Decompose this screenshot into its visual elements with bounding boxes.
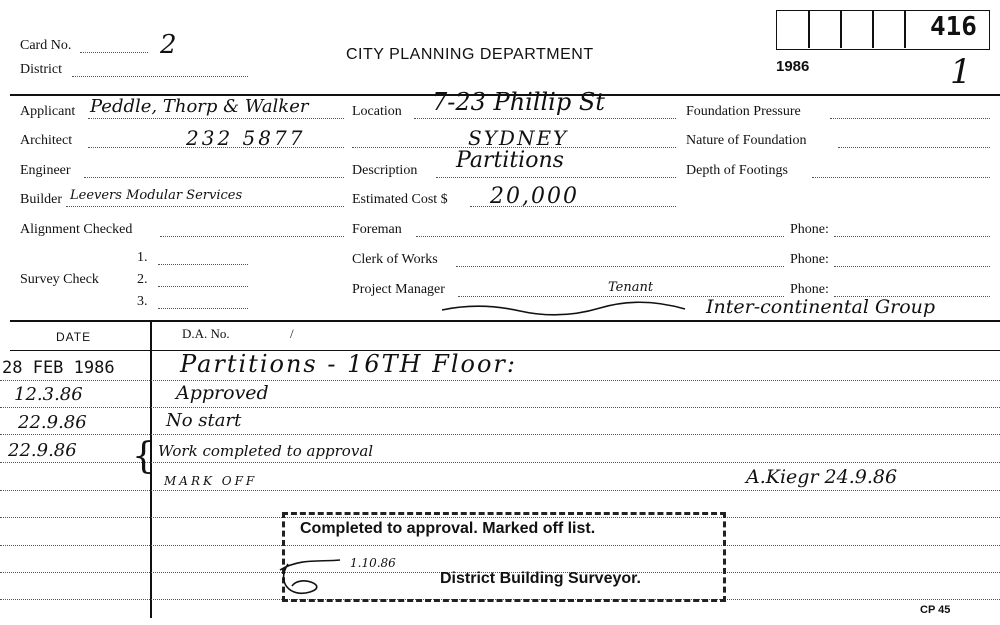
nature-foundation-dots xyxy=(838,147,990,148)
phone-label-2: Phone: xyxy=(790,252,829,267)
phone-label-3: Phone: xyxy=(790,282,829,297)
foreman-label: Foreman xyxy=(352,222,402,237)
log-date-4: 22.9.86 xyxy=(8,440,77,461)
applicant-value: Peddle, Thorp & Walker xyxy=(90,96,309,117)
survey-label: Survey Check xyxy=(20,272,99,287)
clerk-dots xyxy=(456,266,784,267)
log-top-rule xyxy=(10,320,1000,322)
location-value-2: SYDNEY xyxy=(468,126,569,150)
builder-dots xyxy=(66,206,344,207)
date-header: DATE xyxy=(56,330,92,344)
card-number-suffix: 1 xyxy=(950,52,972,92)
survey-dots-2 xyxy=(158,286,248,287)
brace-icon: { xyxy=(132,436,155,477)
pm-label: Project Manager xyxy=(352,282,445,297)
box-divider xyxy=(808,10,810,48)
applicant-label: Applicant xyxy=(20,104,76,119)
applicant-dots xyxy=(88,118,344,119)
log-text-5: MARK OFF xyxy=(164,474,258,488)
cost-value: 20,000 xyxy=(490,184,579,209)
log-row-line xyxy=(0,407,1000,408)
log-date-3: 22.9.86 xyxy=(18,412,87,433)
depth-label: Depth of Footings xyxy=(686,163,788,178)
description-dots xyxy=(436,177,676,178)
alignment-label: Alignment Checked xyxy=(20,222,133,237)
foundation-pressure-label: Foundation Pressure xyxy=(686,104,801,119)
card-no-value: 2 xyxy=(160,30,177,60)
engineer-label: Engineer xyxy=(20,163,71,178)
log-text-1: Partitions - 16TH Floor: xyxy=(180,350,517,378)
builder-value: Leevers Modular Services xyxy=(70,188,243,203)
year: 1986 xyxy=(776,58,810,75)
stamp-line-2: District Building Surveyor. xyxy=(440,570,641,587)
da-header: D.A. No. xyxy=(182,326,230,341)
builder-label: Builder xyxy=(20,192,62,207)
location-dots xyxy=(414,118,676,119)
foreman-dots xyxy=(416,236,784,237)
box-divider xyxy=(872,10,874,48)
survey-dots-3 xyxy=(158,308,248,309)
district-dots xyxy=(72,76,248,77)
log-text-4: Work completed to approval xyxy=(158,442,374,460)
strikethrough-scribble xyxy=(440,298,690,318)
nature-foundation-label: Nature of Foundation xyxy=(686,133,807,148)
architect-label: Architect xyxy=(20,133,73,148)
box-divider xyxy=(904,10,906,48)
architect-value: 232 5877 xyxy=(186,126,306,150)
stamp-line-1: Completed to approval. Marked off list. xyxy=(300,520,596,537)
pm-value: Inter-continental Group xyxy=(706,296,936,318)
card-number: 416 xyxy=(930,12,977,42)
pm-note: Tenant xyxy=(608,280,654,295)
survey-item-3: 3. xyxy=(137,294,148,309)
form-code: CP 45 xyxy=(920,604,951,616)
phone-dots-1 xyxy=(834,236,990,237)
stamp-date: 1.10.86 xyxy=(350,556,396,570)
location-value: 7-23 Phillip St xyxy=(432,88,605,116)
location-label: Location xyxy=(352,104,402,119)
log-date-1: 28 FEB 1986 xyxy=(2,358,115,378)
da-slash: / xyxy=(290,326,294,341)
description-label: Description xyxy=(352,163,418,178)
clerk-label: Clerk of Works xyxy=(352,252,438,267)
survey-item-2: 2. xyxy=(137,272,148,287)
phone-dots-3 xyxy=(834,296,990,297)
phone-label-1: Phone: xyxy=(790,222,829,237)
alignment-dots xyxy=(160,236,344,237)
log-row-line xyxy=(0,380,1000,381)
engineer-dots xyxy=(84,177,344,178)
stamp-signature-scribble xyxy=(270,552,350,602)
signature: A.Kiegr 24.9.86 xyxy=(746,466,898,488)
log-row-line xyxy=(0,434,1000,435)
department-title: CITY PLANNING DEPARTMENT xyxy=(346,46,594,63)
cost-label: Estimated Cost $ xyxy=(352,192,448,207)
survey-item-1: 1. xyxy=(137,250,148,265)
foundation-pressure-dots xyxy=(830,118,990,119)
phone-dots-2 xyxy=(834,266,990,267)
card-no-label: Card No. xyxy=(20,38,72,53)
description-value: Partitions xyxy=(456,148,564,173)
survey-dots-1 xyxy=(158,264,248,265)
card-no-dots xyxy=(80,52,148,53)
depth-dots xyxy=(812,177,990,178)
log-date-2: 12.3.86 xyxy=(14,384,83,405)
log-text-2: Approved xyxy=(176,382,269,404)
log-text-3: No start xyxy=(166,410,242,431)
log-row-line xyxy=(0,490,1000,491)
box-divider xyxy=(840,10,842,48)
district-label: District xyxy=(20,62,62,77)
